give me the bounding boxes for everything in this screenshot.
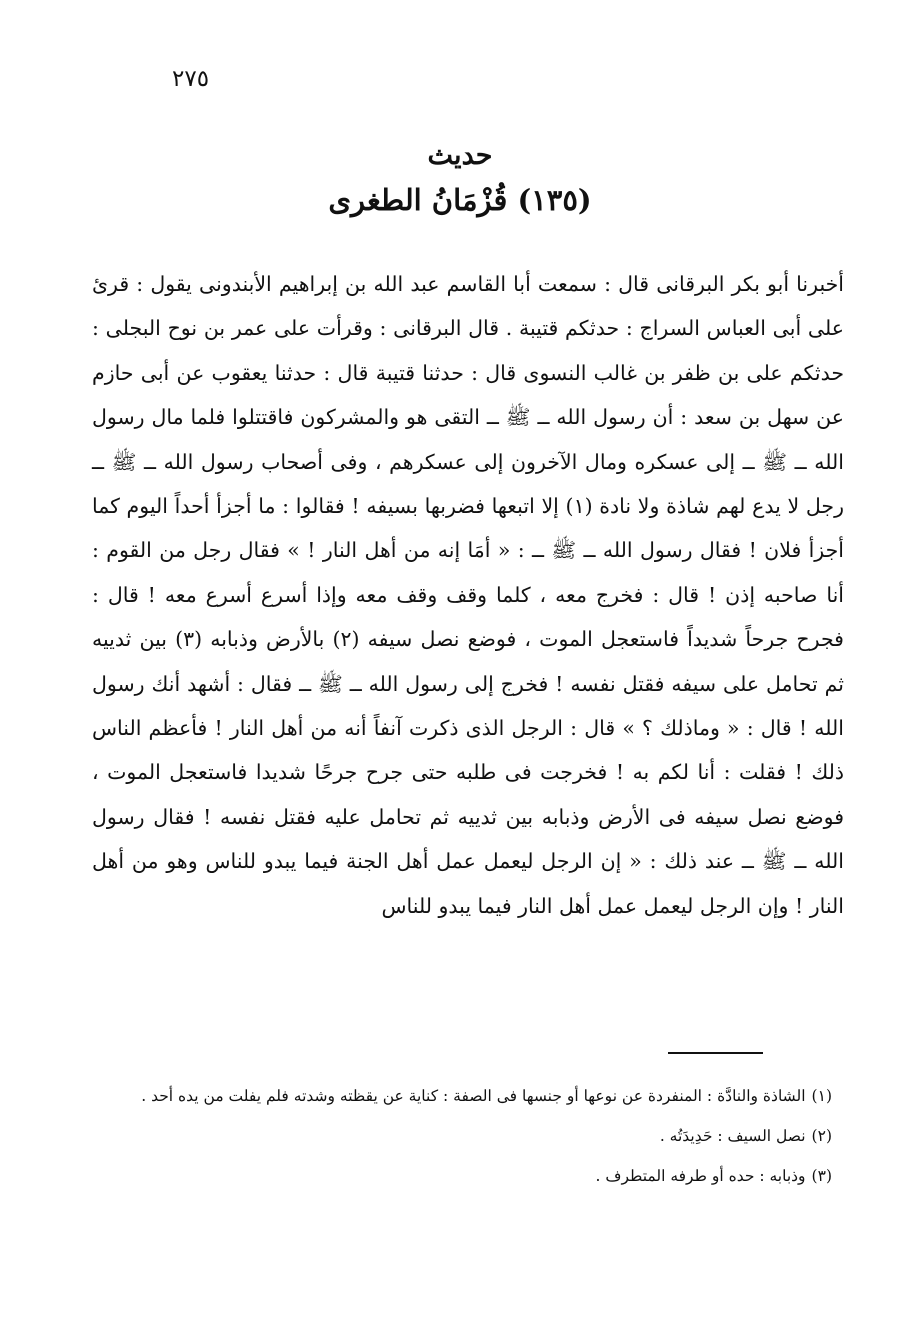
footnote-marker: (٣): [811, 1167, 832, 1185]
footnotes: [92, 1080, 832, 1200]
footnote-3: [92, 1160, 832, 1192]
chapter-heading: حديث: [427, 140, 493, 171]
footnote-text: الشاذة والنادَّة : المنفردة عن نوعها أو جنسها فى الصفة : كناية عن يقظته وشدته فلم يفلت من يده أحد .: [141, 1087, 806, 1105]
body-paragraph: أخبرنا أبو بكر البرقانى قال : سمعت أبا القاسم عبد الله بن إبراهيم الأبندونى يقول : قرئ على أبى العباس السراج : حدثكم قتيبة . قال البرقانى : وقرأت على عمر بن نوح البجلى : حدثكم على بن ظفر بن غالب النسوى قال : حدثنا قتيبة قال : حدثنا يعقوب عن أبى حازم عن سهل بن سعد : أن رسول الله ــ ﷺ ــ التقى هو والمشركون فاقتتلوا فلما مال رسول الله ــ ﷺ ــ إلى عسكره ومال الآخرون إلى عسكرهم ، وفى أصحاب رسول الله ــ ﷺ ــ رجل لا يدع لهم شاذة ولا نادة (١) إلا اتبعها فضربها بسيفه ! فقالوا : ما أجزأ أحداً اليوم كما أجزأ فلان ! فقال رسول الله ــ ﷺ ــ : « أمَا إنه من أهل النار ! » فقال رجل من القوم : أنا صاحبه إذن ! قال : فخرج معه ، كلما وقف وقف معه وإذا أسرع أسرع معه ! قال : فجرح جرحاً شديداً فاستعجل الموت ، فوضع نصل سيفه (٢) بالأرض وذبابه (٣) بين ثدييه ثم تحامل على سيفه فقتل نفسه ! فخرج إلى رسول الله ــ ﷺ ــ فقال : أشهد أنك رسول الله ! قال : « وماذلك ؟ » قال : الرجل الذى ذكرت آنفاً أنه من أهل النار ! فأعظم الناس ذلك ! فقلت : أنا لكم به ! فخرجت فى طلبه حتى جرح جرحًا شديدا فاستعجل الموت ، فوضع نصل سيفه فى الأرض وذبابه بين ثدييه ثم تحامل عليه فقتل نفسه ! فقال رسول الله ــ ﷺ ــ عند ذلك : « إن الرجل ليعمل عمل أهل الجنة فيما يبدو للناس وهو من أهل النار ! وإن الرجل ليعمل عمل أهل النار فيما يبدو للناس: [92, 272, 844, 918]
hadith-title: (١٣٥) قُزْمَانُ الطغرى: [328, 183, 592, 217]
footnote-text: وذبابه : حده أو طرفه المتطرف .: [595, 1167, 806, 1185]
footnote-marker: (١): [811, 1087, 832, 1105]
footnote-divider: [668, 1052, 763, 1054]
footnote-1: [92, 1080, 832, 1112]
page-number: ٢٧٥: [172, 66, 210, 92]
footnote-marker: (٢): [811, 1127, 832, 1145]
footnote-2: [92, 1120, 832, 1152]
footnote-text: نصل السيف : حَدِيدَتُه .: [659, 1127, 806, 1145]
